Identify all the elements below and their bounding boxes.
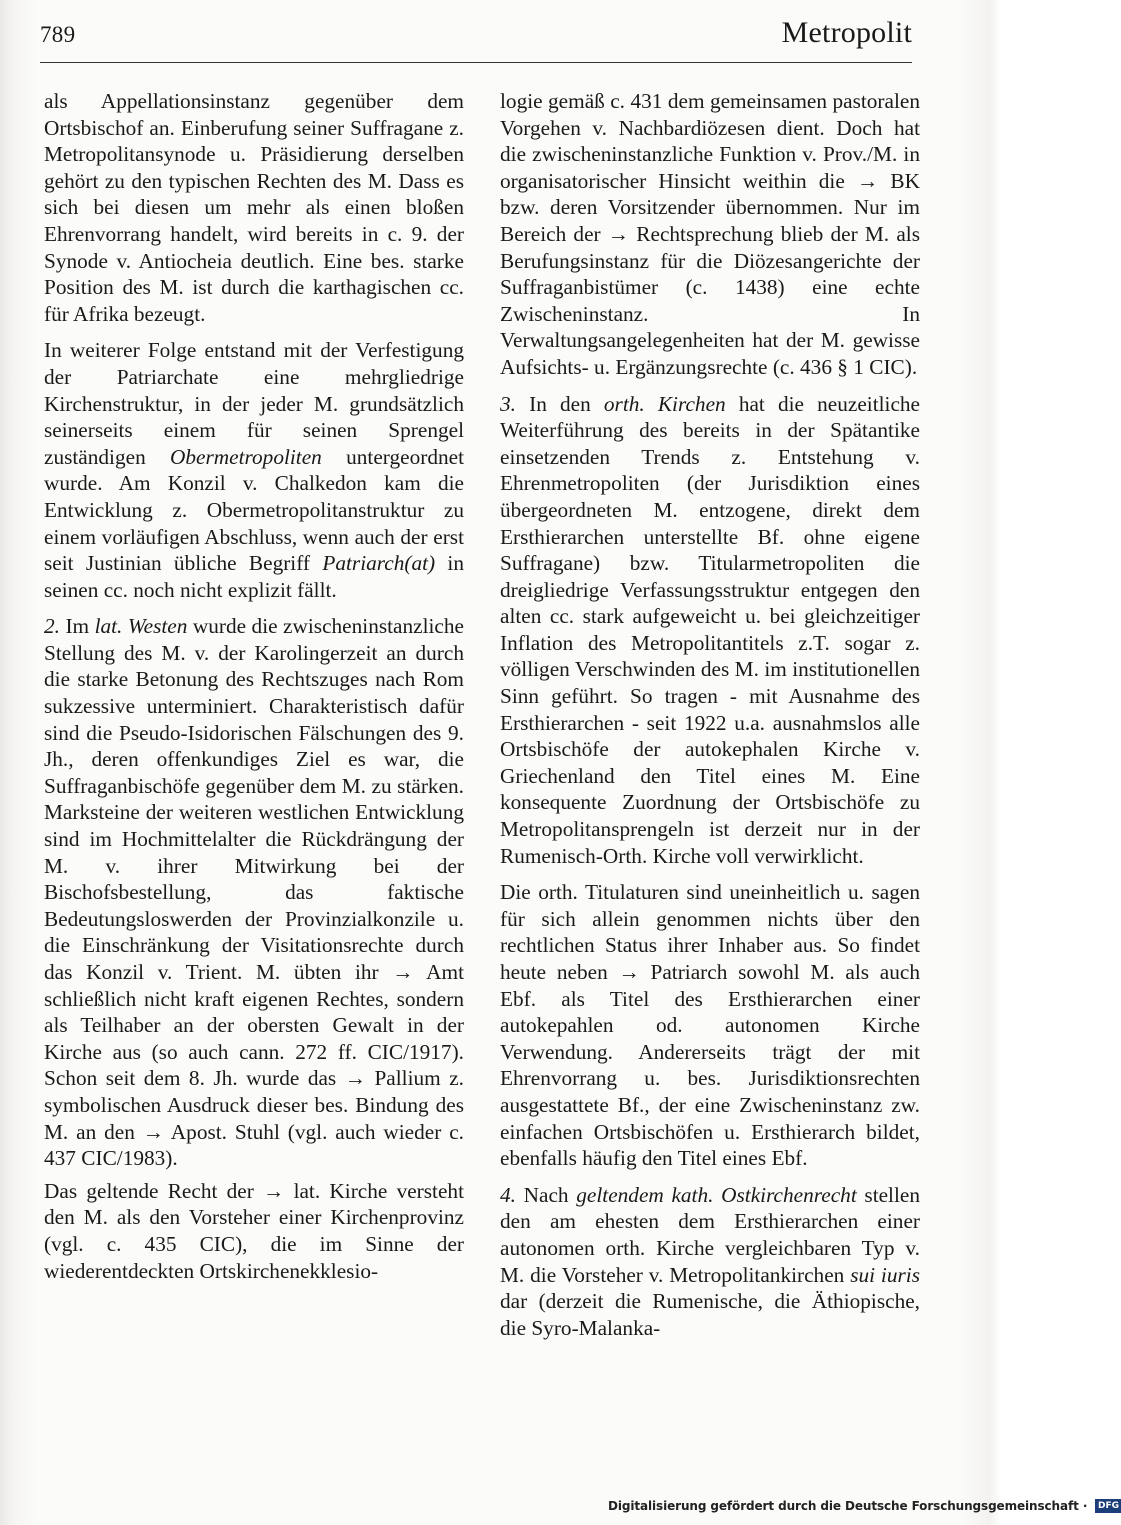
dfg-logo-icon: DFG	[1095, 1499, 1121, 1513]
paragraph: als Appellationsinstanz gegenüber dem Ortsbischof an. Einberufung seiner Suffragane z. Metropolitansynode u. Präsidierung derselben gehört zu den typischen Rechten des M. Dass es sich bei diesen um mehr als einen bloßen Ehrenvorrang handelt, wird bereits in c. 9. der Synode v. Antiocheia deutlich. Eine bes. starke Position des M. ist durch die karthagischen cc. für Afrika bezeugt.	[44, 89, 464, 326]
paragraph: Das geltende Recht der → lat. Kirche versteht den M. als den Vorsteher einer Kirchenprovinz (vgl. c. 435 CIC), die im Sinne der wiederentdeckten Ortskirchenekklesio-	[44, 1178, 464, 1283]
left-column	[44, 88, 464, 1294]
footer-text: Digitalisierung gefördert durch die Deutsche Forschungsgemeinschaft ·	[608, 1498, 1088, 1513]
paragraph-section-3: 3. In den orth. Kirchen hat die neuzeitliche Weiterführung des bereits in der Spätantike einsetzenden Trends z. Entstehung v. Ehrenmetropoliten (der Jurisdiktion eines übergeordneten M. entzogene, direkt dem Ersthierarchen unterstellte Bf. ohne eigene Suffragane) bzw. Titularmetropoliten die dreigliedrige Verfassungsstruktur entgegen den alten cc. stark aufgeweicht u. bei gleichzeitiger Inflation des Metropolitantitels z.T. sogar z. völligen Verschwinden des M. im institutionellen Sinn geführt. So tragen - mit Ausnahme des Ersthierarchen - seit 1922 u.a. ausnahmslos alle Ortsbischöfe der autokephalen Kirche v. Griechenland den Titel eines M. Eine konsequente Zuordnung der Ortsbischöfe zu Metropolitansprengeln ist derzeit nur in der Rumenisch-Orth. Kirche voll verwirklicht.	[500, 391, 921, 868]
paragraph: Die orth. Titulaturen sind uneinheitlich u. sagen für sich allein genommen nichts über den rechtlichen Status ihrer Inhaber aus. So findet heute neben → Patriarch sowohl M. als auch Ebf. als Titel des Ersthierarchen einer autokepahlen od. autonomen Kirche Verwendung. Andererseits trägt der mit Ehrenvorrang u. bes. Jurisdiktionsrechten ausgestattete Bf., der eine Zwischeninstanz zw. einfachen Ortsbischöfen u. Ersthierarch bildet, ebenfalls häufig den Titel eines Ebf.	[500, 880, 920, 1171]
paragraph-section-2: 2. Im lat. Westen wurde die zwischeninstanzliche Stellung des M. v. der Karolingerzeit an durch die starke Betonung des Rechtszuges nach Rom sukzessive unterminiert. Charakteristisch dafür sind die Pseudo-Isidorischen Fälschungen des 9. Jh., deren offenkundiges Ziel es war, die Suffraganbischöfe gegenüber dem M. zu stärken. Marksteine der weiteren westlichen Entwicklung sind im Hochmittelalter die Rückdrängung der M. v. ihrer Mitwirkung bei der Bischofsbestellung, das faktische Bedeutungsloswerden der Provinzialkonzile u. die Einschränkung der Visitationsrechte durch das Konzil v. Trient. M. übten ihr → Amt schließlich nicht kraft eigenen Rechtes, sondern als Teilhaber an der obersten Gewalt in der Kirche aus (so auch cann. 272 ff. CIC/1917). Schon seit dem 8. Jh. wurde das → Pallium z. symbolischen Ausdruck dieser bes. Bindung des M. an den → Apost. Stuhl (vgl. auch wieder c. 437 CIC/1983).	[44, 614, 464, 1171]
digitization-footer	[608, 1498, 1121, 1516]
right-column	[500, 88, 920, 1351]
header-rule	[40, 62, 912, 63]
page-header	[40, 14, 912, 58]
section-number: 4.	[500, 1182, 516, 1207]
paragraph-section-4: 4. Nach geltendem kath. Ostkirchenrecht stellen den am ehesten dem Ersthierarchen einer autonomen orth. Kirche vergleichbaren Typ v. M. die Vorsteher v. Metropolitankirchen sui iuris dar (derzeit die Rumenische, die Äthiopische, die Syro-Malanka-	[500, 1182, 920, 1340]
running-head: Metropolit	[781, 16, 912, 49]
paragraph: In weiterer Folge entstand mit der Verfestigung der Patriarchate eine mehrgliedrige Kirchenstruktur, in der jeder M. grundsätzlich seinerseits einem für seinen Sprengel zuständigen Obermetropoliten untergeordnet wurde. Am Konzil v. Chalkedon kam die Entwicklung z. Obermetropolitanstruktur zu einem vorläufigen Abschluss, wenn auch der erst seit Justinian übliche Begriff Patriarch(at) in seinen cc. noch nicht explizit fällt.	[44, 338, 464, 602]
paragraph: logie gemäß c. 431 dem gemeinsamen pastoralen Vorgehen v. Nachbardiözesen dient. Doch hat die zwischeninstanzliche Funktion v. Prov./M. in organisatorischer Hinsicht weithin die → BK bzw. deren Vorsitzender übernommen. Nur im Bereich der → Rechtsprechung blieb der M. als Berufungsinstanz für die Diözesangerichte der Suffraganbistümer (c. 1438) eine echte Zwischeninstanz. In Verwaltungsangelegenheiten hat der M. gewisse Aufsichts- u. Ergänzungsrechte (c. 436 § 1 CIC).	[500, 89, 920, 379]
section-number: 3.	[500, 391, 516, 416]
section-number: 2.	[44, 614, 60, 639]
page-number: 789	[40, 22, 76, 47]
